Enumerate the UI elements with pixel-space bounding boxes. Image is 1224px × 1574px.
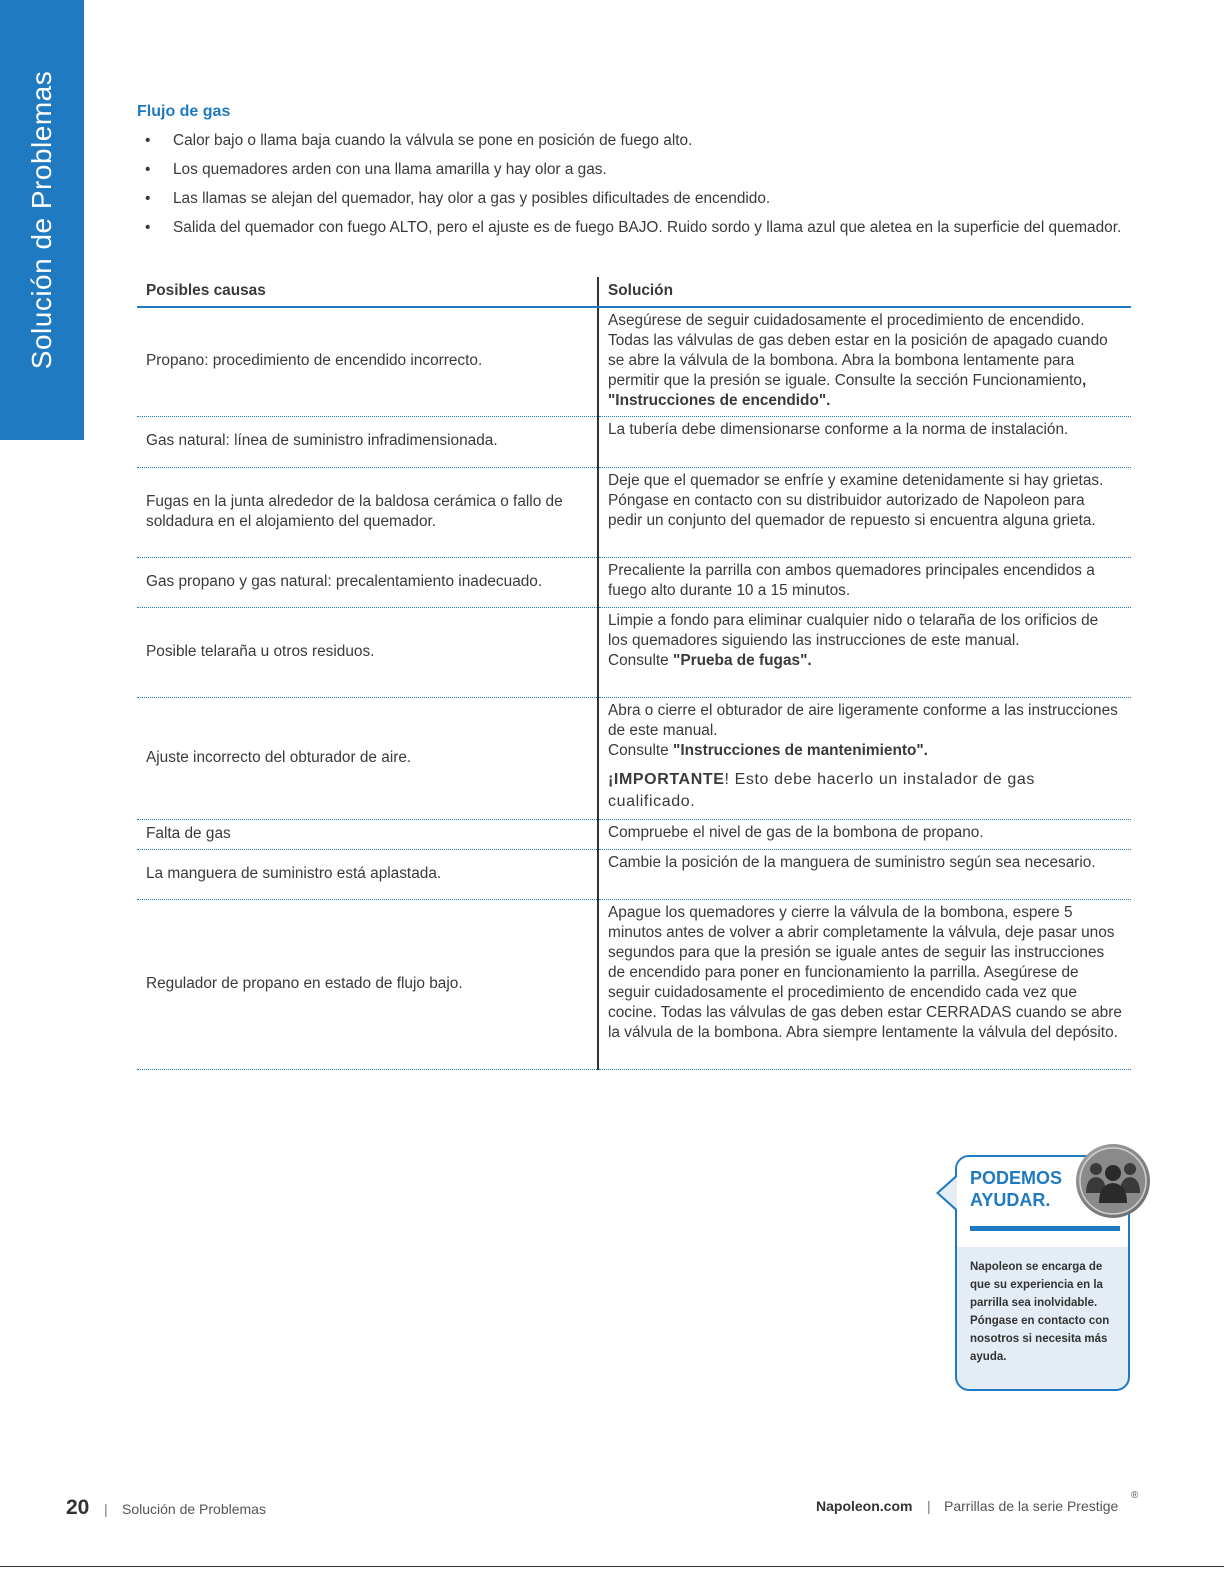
cause-cell: Propano: procedimiento de encendido incorrecto.: [137, 307, 598, 417]
footer-separator: |: [104, 1501, 108, 1517]
column-header-causes: Posibles causas: [137, 277, 598, 307]
cause-cell: Falta de gas: [137, 820, 598, 850]
solution-cell: Limpie a fondo para eliminar cualquier nido o telaraña de los orificios de los quemadores siguiendo las instrucciones de este manual. Consulte "Prueba de fugas".: [598, 608, 1131, 698]
cause-cell: Posible telaraña u otros residuos.: [137, 608, 598, 698]
table-row: [137, 698, 1131, 820]
page-number: 20: [66, 1496, 90, 1519]
footer-series-name: Parrillas de la serie Prestige: [944, 1498, 1119, 1514]
important-note: ¡IMPORTANTE! Esto debe hacerlo un instalador de gas cualificado.: [608, 771, 1035, 810]
table-row: [137, 558, 1131, 608]
side-tab: [0, 0, 84, 440]
bullet-icon: •: [145, 132, 151, 149]
list-item: • Las llamas se alejan del quemador, hay olor a gas y posibles dificultades de encendido.: [145, 190, 771, 207]
solution-cell: Asegúrese de seguir cuidadosamente el procedimiento de encendido. Todas las válvulas de gas deben estar en la posición de apagado cuando se abre la válvula de la bombona. Abra la bombona lentamente para permitir que la presión se iguale. Consulte la sección Funcionamiento, "Instrucciones de encendido".: [598, 307, 1131, 417]
troubleshooting-table: [137, 277, 1131, 1070]
solution-cell: Compruebe el nivel de gas de la bombona de propano.: [598, 820, 1131, 850]
solution-cell: Cambie la posición de la manguera de suministro según sea necesario.: [598, 850, 1131, 900]
bullet-icon: •: [145, 190, 151, 207]
list-item: • Los quemadores arden con una llama amarilla y hay olor a gas.: [145, 161, 607, 178]
table-header-row: [137, 277, 1131, 307]
help-callout-divider: [970, 1226, 1120, 1231]
list-item: • Calor bajo o llama baja cuando la válvula se pone en posición de fuego alto.: [145, 132, 693, 149]
column-header-solution: Solución: [598, 277, 1131, 307]
cause-cell: Gas natural: línea de suministro infradimensionada.: [137, 417, 598, 468]
cause-cell: La manguera de suministro está aplastada.: [137, 850, 598, 900]
bullet-icon: •: [145, 161, 151, 178]
footer-section-name: Solución de Problemas: [122, 1501, 266, 1517]
help-callout-text: Napoleon se encarga de que su experiencia en la parrilla sea inolvidable. Póngase en contacto con nosotros si necesita más ayuda.: [970, 1261, 1110, 1363]
footer-separator: |: [927, 1498, 931, 1514]
symptom-list: [137, 131, 1132, 247]
cause-cell: Ajuste incorrecto del obturador de aire.: [137, 698, 598, 820]
cause-cell: Gas propano y gas natural: precalentamiento inadecuado.: [137, 558, 598, 608]
side-tab-label: Solución de Problemas: [26, 70, 57, 370]
list-item: • Salida del quemador con fuego ALTO, pero el ajuste es de fuego BAJO. Ruido sordo y llama azul que aletea en la superficie del quemador.: [145, 219, 1122, 236]
table-row: [137, 307, 1131, 417]
solution-cell: La tubería debe dimensionarse conforme a la norma de instalación.: [598, 417, 1131, 468]
table-row: [137, 417, 1131, 468]
bullet-icon: •: [145, 219, 151, 236]
people-group-icon: [1075, 1143, 1151, 1219]
table-row: [137, 850, 1131, 900]
footer-website: Napoleon.com: [816, 1498, 913, 1514]
solution-cell: Abra o cierre el obturador de aire ligeramente conforme a las instrucciones de este manual. Consulte "Instrucciones de mantenimiento". ¡IMPORTANTE! Esto debe hacerlo un instalador de gas cualificado.: [598, 698, 1131, 820]
cause-cell: Fugas en la junta alrededor de la baldosa cerámica o fallo de soldadura en el alojamiento del quemador.: [137, 468, 598, 558]
table-row: [137, 820, 1131, 850]
solution-cell: Deje que el quemador se enfríe y examine detenidamente si hay grietas. Póngase en contacto con su distribuidor autorizado de Napoleon para pedir un conjunto del quemador de repuesto si encuentra alguna grieta.: [598, 468, 1131, 558]
registered-mark: ®: [1131, 1490, 1139, 1501]
section-title: Flujo de gas: [137, 103, 231, 120]
table-row: [137, 900, 1131, 1070]
solution-cell: Apague los quemadores y cierre la válvula de la bombona, espere 5 minutos antes de volver a abrir completamente la válvula, deje pasar unos segundos para que la presión se iguale antes de seguir las instrucciones de encendido para poner en funcionamiento la parrilla. Asegúrese de seguir cuidadosamente el procedimiento de encendido cada vez que cocine. Todas las válvulas de gas deben estar CERRADAS cuando se abre la válvula de la bombona. Abra siempre lentamente la válvula del depósito.: [598, 900, 1131, 1070]
solution-cell: Precaliente la parrilla con ambos quemadores principales encendidos a fuego alto durante 10 a 15 minutos.: [598, 558, 1131, 608]
help-callout-title: PODEMOS AYUDAR.: [970, 1168, 1063, 1210]
table-row: [137, 608, 1131, 698]
cause-cell: Regulador de propano en estado de flujo bajo.: [137, 900, 598, 1070]
footer-rule: [0, 1566, 1224, 1567]
callout-arrow-fill: [939, 1177, 957, 1209]
table-row: [137, 468, 1131, 558]
